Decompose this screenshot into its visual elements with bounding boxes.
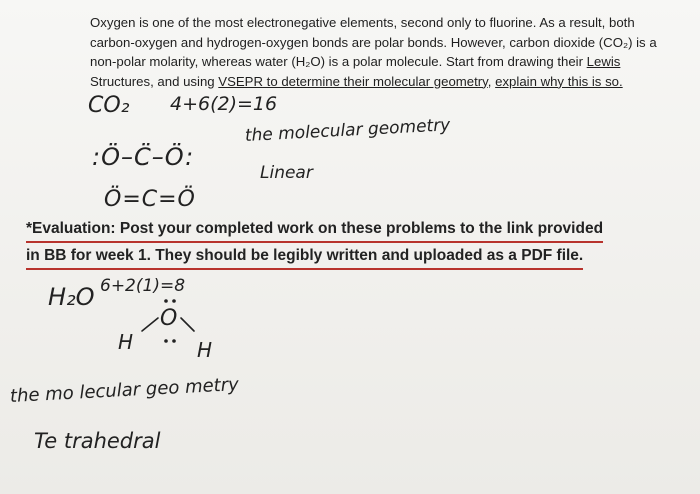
prompt-line-3: non-polar molarity, whereas water (H₂O) is a polar molecule. Start from drawing their Lewis (90, 54, 621, 69)
co2-lewis-structure-double: Ö=C=Ö (104, 187, 196, 212)
evaluation-line-1: *Evaluation: Post your completed work on these problems to the link provided (26, 216, 603, 243)
evaluation-line-2: in BB for week 1. They should be legibly written and uploaded as a PDF file. (26, 243, 583, 270)
h2o-oxygen-atom: O (160, 306, 178, 331)
h2o-hydrogen-right: H (197, 338, 213, 362)
co2-formula: CO₂ (88, 93, 130, 118)
prompt-link-vsepr: VSEPR to determine their molecular geometry (218, 73, 488, 89)
prompt-link-explain: explain why this is so. (495, 73, 623, 89)
prompt-link-lewis: Lewis (586, 54, 621, 69)
prompt-line-2: carbon-oxygen and hydrogen-oxygen bonds are polar bonds. However, carbon dioxide (CO₂) is a (90, 34, 657, 50)
h2o-geometry-value: Te trahedral (34, 429, 161, 453)
prompt-line-1: Oxygen is one of the most electronegative elements, second only to fluorine. As a result, both (90, 15, 635, 30)
h2o-geometry-label: the mo lecular geo metry (9, 374, 240, 407)
h2o-formula: H₂O (48, 283, 95, 311)
co2-electron-count: 4+6(2)=16 (170, 93, 278, 115)
prompt-line-4: Structures, and using VSEPR to determine their molecular geometry, explain why this is so. (90, 73, 623, 89)
co2-geometry-value: Linear (260, 163, 313, 183)
h2o-electron-count: 6+2(1)=8 (100, 276, 186, 296)
h2o-hydrogen-left: H (118, 330, 134, 354)
co2-geometry-label: the molecular geometry (244, 115, 451, 146)
co2-lewis-structure-single: :Ö–C̈–Ö: (92, 143, 195, 171)
